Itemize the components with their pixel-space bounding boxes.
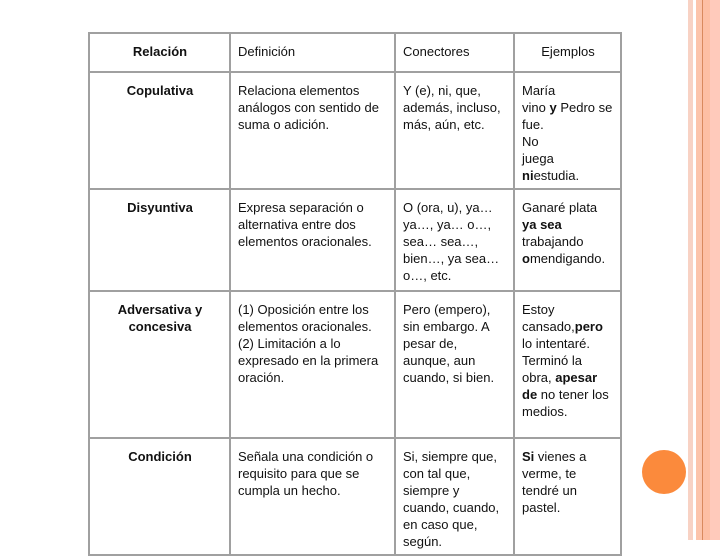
- header-ejemplos: Ejemplos: [514, 33, 621, 72]
- connector-highlight: ya sea: [522, 217, 562, 232]
- connectors-table: [88, 32, 622, 556]
- example-text: mendigando.: [529, 251, 606, 266]
- example-text: Estoy cansado,: [522, 302, 575, 334]
- connectors-cell: Pero (empero), sin embargo. A pesar de, aunque, aun cuando, si bien.: [395, 291, 514, 438]
- decorative-circle: [642, 450, 686, 494]
- decorative-stripe: [703, 0, 710, 540]
- relation-cell: Copulativa: [89, 72, 230, 189]
- example-text: Ganaré plata: [522, 200, 598, 215]
- connector-highlight: apesar de: [522, 370, 598, 402]
- header-relacion: Relación: [89, 33, 230, 72]
- example-text: Pedro se fue.: [522, 100, 613, 132]
- example-text: vino: [522, 100, 550, 115]
- connector-highlight: Si: [522, 449, 535, 464]
- decorative-stripe: [688, 0, 693, 540]
- example-text: trabajando: [522, 234, 584, 249]
- definition-cell: Señala una condición o requisito para que se cumpla un hecho.: [230, 438, 395, 555]
- header-definicion: Definición: [230, 33, 395, 72]
- example-text: vienes a verme, te tendré un pastel.: [522, 449, 587, 515]
- connectors-cell: O (ora, u), ya… ya…, ya… o…, sea… sea…, bien…, ya sea… o…, etc.: [395, 189, 514, 291]
- example-cell: [514, 291, 621, 438]
- table-row: [89, 189, 621, 291]
- example-text: María: [522, 83, 556, 98]
- table-row: [89, 72, 621, 189]
- example-cell: [514, 438, 621, 555]
- example-text: juega: [522, 151, 554, 166]
- example-text: estudia.: [533, 168, 580, 183]
- table-row: [89, 291, 621, 438]
- definition-cell: Relaciona elementos análogos con sentido de suma o adición.: [230, 72, 395, 189]
- connector-highlight: y: [549, 100, 557, 115]
- relation-cell: Adversativa y concesiva: [89, 291, 230, 438]
- example-text: No: [522, 134, 539, 149]
- connectors-cell: Y (e), ni, que, además, incluso, más, aún, etc.: [395, 72, 514, 189]
- connectors-cell: Si, siempre que, con tal que, siempre y cuando, cuando, en caso que, según.: [395, 438, 514, 555]
- example-cell: [514, 72, 621, 189]
- example-text: lo intentaré. Terminó la obra,: [522, 336, 590, 385]
- table-row: [89, 438, 621, 555]
- relation-cell: Condición: [89, 438, 230, 555]
- relation-cell: Disyuntiva: [89, 189, 230, 291]
- definition-cell: (1) Oposición entre los elementos oracionales. (2) Limitación a lo expresado en la primera oración.: [230, 291, 395, 438]
- example-text: no tener los medios.: [522, 387, 609, 419]
- definition-cell: Expresa separación o alternativa entre dos elementos oracionales.: [230, 189, 395, 291]
- connector-highlight: ni: [522, 168, 534, 183]
- connector-highlight: pero: [574, 319, 603, 334]
- example-cell: [514, 189, 621, 291]
- connector-highlight: o: [522, 251, 530, 266]
- header-conectores: Conectores: [395, 33, 514, 72]
- table-header-row: [89, 33, 621, 72]
- decorative-stripe: [710, 0, 720, 540]
